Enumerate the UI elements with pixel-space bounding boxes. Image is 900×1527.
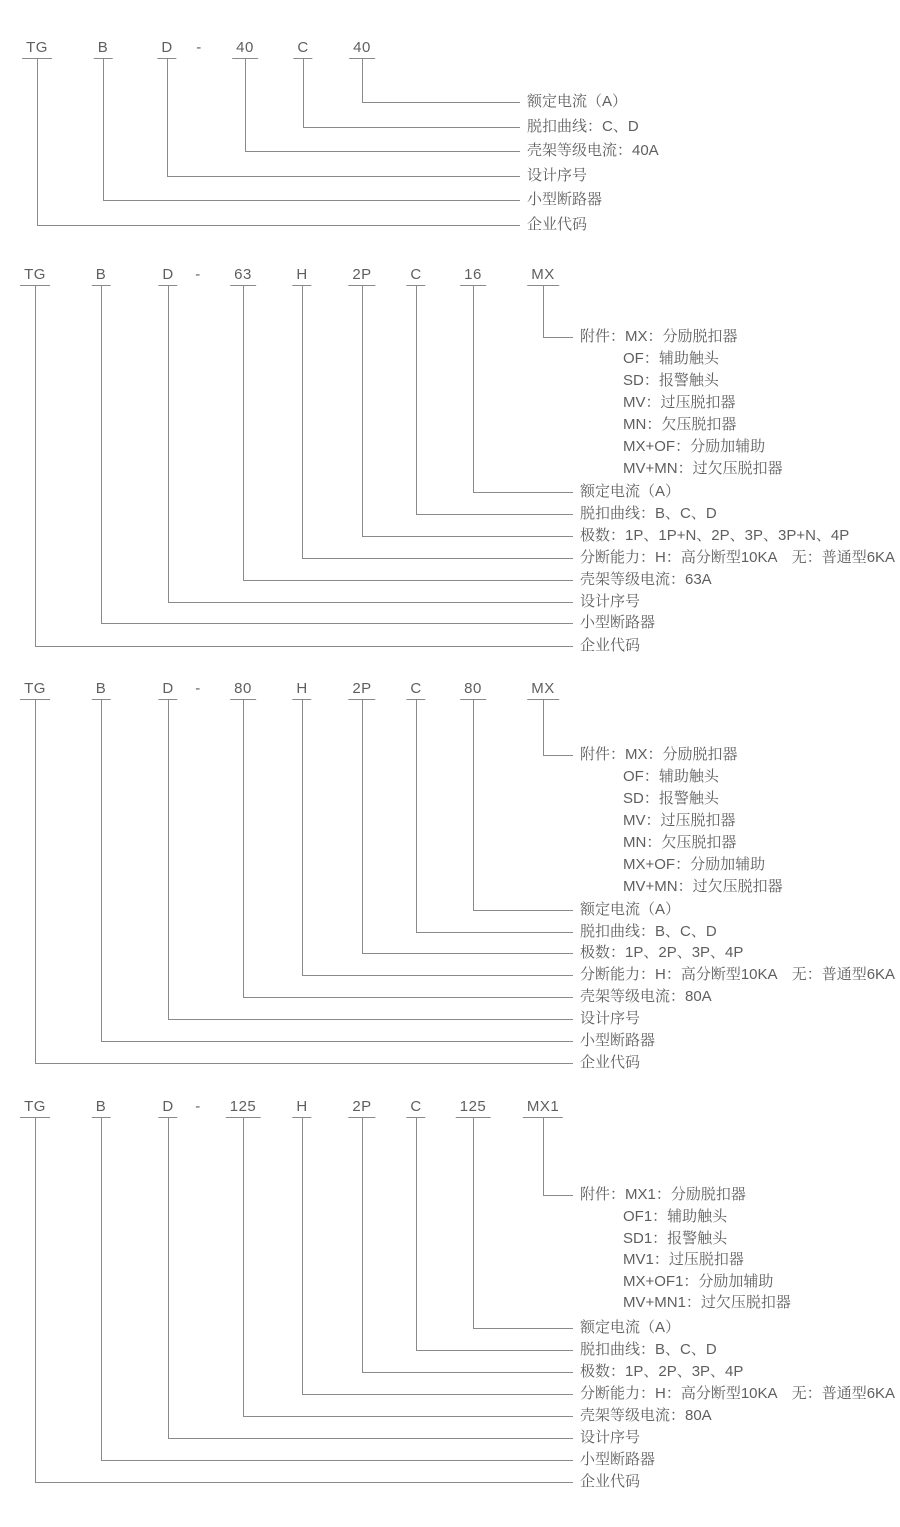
- connector-vertical-line: [35, 1117, 36, 1483]
- segment-meaning-label: 极数：1P、1P+N、2P、3P、3P+N、4P: [580, 526, 850, 544]
- code-segment: 80: [460, 681, 486, 700]
- code-segment: D: [158, 681, 177, 700]
- connector-vertical-line: [37, 58, 38, 226]
- code-segment: H: [292, 681, 311, 700]
- code-segment: TG: [20, 681, 50, 700]
- code-segment: B: [92, 267, 111, 286]
- segment-meaning-label: 分断能力：H：高分断型10KA 无：普通型6KA: [580, 966, 896, 983]
- connector-horizontal-line: [168, 1019, 573, 1020]
- connector-horizontal-line: [416, 932, 573, 933]
- segment-meaning-label: 小型断路器: [527, 191, 603, 208]
- segment-meaning-label: 分断能力：H：高分断型10KA 无：普通型6KA: [580, 1385, 896, 1402]
- connector-vertical-line: [302, 699, 303, 976]
- connector-vertical-line: [416, 699, 417, 933]
- attachment-option-label: MV+MN：过欠压脱扣器: [623, 459, 783, 477]
- code-segment: 16: [460, 267, 486, 286]
- code-segment: 2P: [348, 267, 375, 286]
- connector-vertical-line: [302, 1117, 303, 1395]
- connector-horizontal-line: [362, 1372, 573, 1373]
- segment-meaning-label: 分断能力：H：高分断型10KA 无：普通型6KA: [580, 548, 896, 566]
- connector-horizontal-line: [243, 997, 573, 998]
- attachment-option-label: OF：辅助触头: [623, 768, 719, 785]
- attachment-option-label: MX+OF：分励加辅助: [623, 437, 766, 455]
- connector-horizontal-line: [362, 953, 573, 954]
- connector-vertical-line: [302, 285, 303, 559]
- segment-meaning-label: 脱扣曲线：B、C、D: [580, 1341, 717, 1358]
- connector-vertical-line: [243, 285, 244, 581]
- connector-vertical-line: [245, 58, 246, 152]
- code-segment: 2P: [348, 1099, 375, 1118]
- connector-horizontal-line: [245, 151, 520, 152]
- segment-meaning-label: 极数：1P、2P、3P、4P: [580, 944, 744, 961]
- connector-vertical-line: [303, 58, 304, 128]
- code-segment: TG: [20, 1099, 50, 1118]
- connector-vertical-line: [473, 699, 474, 911]
- connector-vertical-line: [243, 699, 244, 998]
- connector-vertical-line: [101, 699, 102, 1042]
- connector-vertical-line: [167, 58, 168, 177]
- connector-horizontal-line: [543, 755, 573, 756]
- code-segment: B: [92, 1099, 111, 1118]
- connector-vertical-line: [543, 699, 544, 756]
- connector-vertical-line: [168, 1117, 169, 1439]
- connector-horizontal-line: [243, 1416, 573, 1417]
- connector-vertical-line: [362, 699, 363, 954]
- code-segment: 125: [226, 1099, 261, 1118]
- connector-horizontal-line: [302, 975, 573, 976]
- attachment-option-label: OF：辅助触头: [623, 349, 719, 367]
- code-segment: D: [158, 1099, 177, 1118]
- connector-horizontal-line: [473, 1328, 573, 1329]
- connector-vertical-line: [243, 1117, 244, 1417]
- code-segment: TG: [20, 267, 50, 286]
- code-segment: C: [406, 681, 425, 700]
- segment-meaning-label: 壳架等级电流：80A: [580, 1407, 712, 1424]
- code-segment: C: [406, 267, 425, 286]
- segment-meaning-label: 设计序号: [580, 592, 641, 610]
- code-segment: H: [292, 1099, 311, 1118]
- code-segment: MX1: [523, 1099, 563, 1118]
- connector-horizontal-line: [35, 1482, 573, 1483]
- segment-meaning-label: 设计序号: [527, 166, 588, 184]
- code-segment: C: [406, 1099, 425, 1118]
- attachment-option-label: MV：过压脱扣器: [623, 393, 736, 411]
- segment-meaning-label: 壳架等级电流：40A: [527, 142, 659, 159]
- segment-meaning-label: 附件：MX：分励脱扣器: [580, 746, 738, 763]
- code-segment: 40: [349, 40, 375, 59]
- connector-vertical-line: [543, 285, 544, 338]
- segment-meaning-label: 附件：MX1：分励脱扣器: [580, 1186, 746, 1203]
- connector-horizontal-line: [168, 1438, 573, 1439]
- connector-horizontal-line: [35, 1063, 573, 1064]
- code-separator: -: [195, 266, 201, 283]
- segment-meaning-label: 脱扣曲线：B、C、D: [580, 922, 717, 940]
- segment-meaning-label: 设计序号: [580, 1429, 641, 1446]
- code-separator: -: [196, 39, 202, 56]
- connector-horizontal-line: [473, 910, 573, 911]
- connector-vertical-line: [416, 285, 417, 515]
- segment-meaning-label: 壳架等级电流：80A: [580, 988, 712, 1005]
- connector-horizontal-line: [101, 1041, 573, 1042]
- attachment-option-label: OF1：辅助触头: [623, 1208, 728, 1225]
- code-segment: 2P: [348, 681, 375, 700]
- connector-vertical-line: [416, 1117, 417, 1351]
- code-segment: 40: [232, 40, 258, 59]
- connector-horizontal-line: [302, 558, 573, 559]
- connector-vertical-line: [473, 285, 474, 493]
- code-segment: C: [293, 40, 312, 59]
- segment-meaning-label: 额定电流（A）: [580, 482, 681, 500]
- attachment-option-label: MN：欠压脱扣器: [623, 415, 737, 433]
- connector-vertical-line: [362, 58, 363, 103]
- connector-vertical-line: [362, 285, 363, 537]
- attachment-option-label: SD：报警触头: [623, 790, 719, 807]
- connector-horizontal-line: [243, 580, 573, 581]
- connector-vertical-line: [473, 1117, 474, 1329]
- connector-horizontal-line: [362, 536, 573, 537]
- connector-horizontal-line: [416, 514, 573, 515]
- connector-horizontal-line: [543, 1195, 573, 1196]
- connector-horizontal-line: [416, 1350, 573, 1351]
- attachment-option-label: MX+OF：分励加辅助: [623, 856, 766, 873]
- connector-horizontal-line: [168, 602, 573, 603]
- attachment-option-label: SD：报警触头: [623, 371, 719, 389]
- attachment-option-label: MV+MN1：过欠压脱扣器: [623, 1294, 791, 1311]
- connector-horizontal-line: [103, 200, 520, 201]
- connector-vertical-line: [362, 1117, 363, 1373]
- segment-meaning-label: 小型断路器: [580, 1032, 656, 1049]
- segment-meaning-label: 脱扣曲线：B、C、D: [580, 504, 717, 522]
- segment-meaning-label: 脱扣曲线：C、D: [527, 117, 639, 135]
- code-segment: B: [92, 681, 111, 700]
- code-segment: MX: [527, 267, 559, 286]
- connector-vertical-line: [168, 699, 169, 1020]
- connector-horizontal-line: [167, 176, 520, 177]
- segment-meaning-label: 小型断路器: [580, 1451, 656, 1468]
- segment-meaning-label: 额定电流（A）: [580, 1319, 681, 1336]
- segment-meaning-label: 小型断路器: [580, 614, 656, 631]
- connector-vertical-line: [103, 58, 104, 201]
- connector-horizontal-line: [101, 623, 573, 624]
- segment-meaning-label: 额定电流（A）: [527, 93, 628, 110]
- segment-meaning-label: 设计序号: [580, 1010, 641, 1027]
- segment-meaning-label: 额定电流（A）: [580, 900, 681, 918]
- code-segment: D: [158, 267, 177, 286]
- attachment-option-label: MV1：过压脱扣器: [623, 1251, 744, 1268]
- connector-vertical-line: [101, 1117, 102, 1461]
- attachment-option-label: MV：过压脱扣器: [623, 812, 736, 829]
- connector-horizontal-line: [101, 1460, 573, 1461]
- code-segment: 80: [230, 681, 256, 700]
- connector-vertical-line: [35, 699, 36, 1064]
- connector-horizontal-line: [543, 337, 573, 338]
- code-separator: -: [195, 1098, 201, 1115]
- segment-meaning-label: 企业代码: [580, 1473, 641, 1490]
- code-segment: 63: [230, 267, 256, 286]
- code-segment: D: [157, 40, 176, 59]
- connector-horizontal-line: [362, 102, 520, 103]
- connector-vertical-line: [168, 285, 169, 603]
- connector-horizontal-line: [35, 646, 573, 647]
- connector-horizontal-line: [302, 1394, 573, 1395]
- segment-meaning-label: 附件：MX：分励脱扣器: [580, 327, 738, 345]
- attachment-option-label: SD1：报警触头: [623, 1229, 728, 1247]
- attachment-option-label: MN：欠压脱扣器: [623, 834, 737, 851]
- code-segment: H: [292, 267, 311, 286]
- segment-meaning-label: 极数：1P、2P、3P、4P: [580, 1363, 744, 1380]
- segment-meaning-label: 企业代码: [527, 215, 588, 233]
- attachment-option-label: MV+MN：过欠压脱扣器: [623, 878, 783, 895]
- code-segment: 125: [456, 1099, 491, 1118]
- segment-meaning-label: 壳架等级电流：63A: [580, 570, 712, 588]
- attachment-option-label: MX+OF1：分励加辅助: [623, 1272, 774, 1290]
- connector-horizontal-line: [37, 225, 520, 226]
- connector-horizontal-line: [303, 127, 520, 128]
- connector-vertical-line: [101, 285, 102, 624]
- code-segment: TG: [22, 40, 52, 59]
- code-segment: B: [94, 40, 113, 59]
- code-segment: MX: [527, 681, 559, 700]
- segment-meaning-label: 企业代码: [580, 636, 641, 654]
- connector-vertical-line: [543, 1117, 544, 1196]
- connector-vertical-line: [35, 285, 36, 647]
- segment-meaning-label: 企业代码: [580, 1054, 641, 1071]
- connector-horizontal-line: [473, 492, 573, 493]
- code-separator: -: [195, 680, 201, 697]
